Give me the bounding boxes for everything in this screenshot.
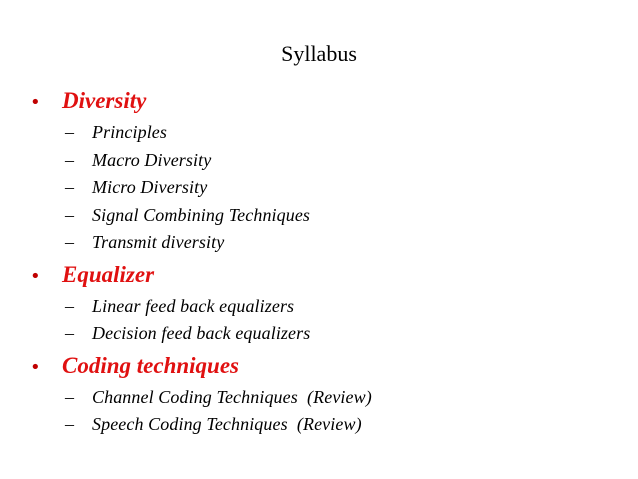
list-item-text: Channel Coding Techniques (Review) xyxy=(92,386,372,407)
list-item-text: Macro Diversity xyxy=(92,149,212,170)
bullet-icon: • xyxy=(30,92,41,113)
list-item-text: Linear feed back equalizers xyxy=(92,295,295,316)
bullet-line xyxy=(30,88,620,122)
list-item xyxy=(30,414,620,442)
section-diversity xyxy=(30,88,620,260)
dash-icon: – xyxy=(65,232,74,252)
dash-icon: – xyxy=(65,204,74,225)
list-item xyxy=(30,387,620,415)
section-equalizer xyxy=(30,262,620,351)
bullet-line xyxy=(30,262,620,296)
list-item-text: Speech Coding Techniques (Review) xyxy=(92,414,362,434)
section-heading: Diversity xyxy=(62,88,147,113)
section-heading: Coding techniques xyxy=(62,352,240,378)
bullet-icon: • xyxy=(30,356,41,378)
list-item-text: Signal Combining Techniques xyxy=(92,204,311,225)
dash-icon: – xyxy=(65,323,74,343)
list-item-text: Decision feed back equalizers xyxy=(92,323,311,343)
list-item xyxy=(30,177,620,205)
bullet-line xyxy=(30,353,620,387)
section-heading: Equalizer xyxy=(62,261,155,287)
slide-title: Syllabus xyxy=(281,41,357,66)
list-item xyxy=(30,232,620,260)
list-item xyxy=(30,205,620,233)
sub-list xyxy=(30,122,620,260)
list-item xyxy=(30,323,620,351)
dash-icon: – xyxy=(65,295,74,316)
list-item-text: Micro Diversity xyxy=(92,177,208,197)
bullet-icon: • xyxy=(30,265,41,287)
sub-list xyxy=(30,387,620,442)
dash-icon: – xyxy=(65,177,74,197)
sub-list xyxy=(30,296,620,351)
section-coding-techniques xyxy=(30,353,620,442)
dash-icon: – xyxy=(65,414,74,434)
dash-icon: – xyxy=(65,149,74,170)
list-item-text: Principles xyxy=(92,122,167,142)
list-item xyxy=(30,150,620,178)
syllabus-list xyxy=(30,88,620,444)
dash-icon: – xyxy=(65,122,74,142)
list-item-text: Transmit diversity xyxy=(92,232,225,252)
list-item xyxy=(30,296,620,324)
dash-icon: – xyxy=(65,386,74,407)
list-item xyxy=(30,122,620,150)
